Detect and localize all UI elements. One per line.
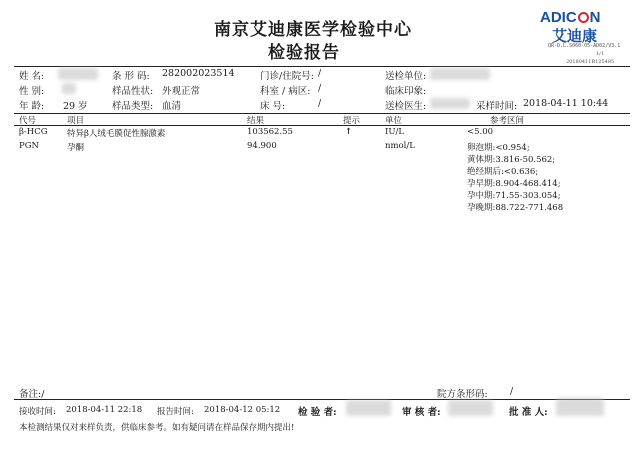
row-unit: IU/L — [385, 127, 405, 137]
page-number: 1/1 — [596, 51, 605, 57]
disclaimer: 本检测结果仅对来样负责，供临床参考。如有疑问请在样品保存期内提出! — [19, 423, 295, 433]
dept-label: 科室 / 病区: — [260, 86, 311, 97]
redacted-gender — [62, 83, 76, 94]
row-code: β-HCG — [19, 127, 48, 137]
hospital-barcode-value: / — [510, 386, 514, 397]
col-header-ref: 参考区间 — [490, 116, 525, 126]
row-result: 94.900 — [247, 141, 277, 151]
row-unit: nmol/L — [385, 141, 415, 151]
clinic-value: / — [318, 68, 322, 79]
collect-time-value: 2018-04-11 10:44 — [523, 98, 609, 109]
sample-type-value: 血清 — [162, 101, 182, 112]
bed-value: / — [318, 98, 322, 109]
sample-state-label: 样品性状: — [112, 86, 154, 97]
send-doctor-label: 送检医生: — [385, 101, 427, 112]
barcode-value: 282002023514 — [162, 68, 235, 79]
row-code: PGN — [19, 141, 39, 151]
approver-label: 批 准 人: — [509, 407, 548, 418]
clinic-label: 门诊/住院号: — [260, 71, 314, 82]
serial-number: 20180411B125485 — [566, 59, 615, 65]
row-ref: <5.00 — [467, 127, 494, 137]
row-item: 孕酮 — [67, 143, 85, 153]
clinical-label: 临床印象: — [385, 86, 427, 97]
doc-code: QR-D.L.S060-05-AD02/V3.1 — [548, 43, 621, 49]
send-unit-label: 送检单位: — [385, 71, 427, 82]
barcode-label: 条 形 码: — [112, 71, 150, 82]
row-result: 103562.55 — [247, 127, 293, 137]
row-ref-line: 绝经期后:<0.636; — [467, 167, 539, 177]
sample-type-label: 样品类型: — [112, 101, 154, 112]
row-ref-line: 孕中期:71.55-303.054; — [467, 191, 561, 201]
col-header-unit: 单位 — [385, 116, 403, 126]
report-title: 检验报告 — [268, 43, 340, 63]
gender-label: 性 别: — [19, 86, 45, 97]
row-ref-line: 卵泡期:<0.954; — [467, 143, 530, 153]
redacted-doctor — [430, 98, 470, 109]
age-label: 年 龄: — [19, 101, 45, 112]
col-header-item: 项目 — [67, 116, 85, 126]
tester-label: 检 验 者: — [298, 407, 337, 418]
hospital-barcode-label: 院方条形码: — [437, 389, 488, 400]
remark: 备注:/ — [19, 389, 45, 400]
brand-text-left: ADIC — [540, 9, 577, 26]
redacted-unit — [430, 68, 490, 80]
row-item: 特异β人绒毛膜促性腺激素 — [67, 129, 166, 139]
lab-name: 南京艾迪康医学检验中心 — [214, 20, 412, 40]
receive-value: 2018-04-11 22:18 — [66, 405, 143, 415]
reviewer-signature — [448, 400, 493, 416]
brand-text-right: N — [589, 9, 601, 26]
sample-state-value: 外观正常 — [162, 86, 201, 97]
high-flag-icon: ↑ — [345, 127, 353, 137]
col-header-result: 结果 — [247, 116, 265, 126]
brand-o-icon — [578, 12, 589, 23]
collect-time-label: 采样时间: — [476, 101, 518, 112]
report-time-value: 2018-04-12 05:12 — [204, 405, 281, 415]
redacted-name — [58, 68, 98, 80]
row-ref-line: 孕早期:8.904-468.414; — [467, 179, 561, 189]
adicon-logo — [540, 9, 632, 45]
table-header-divider — [14, 125, 630, 126]
reviewer-label: 审 核 者: — [402, 407, 441, 418]
bed-label: 床 号: — [260, 101, 286, 112]
name-label: 姓 名: — [19, 71, 45, 82]
receive-label: 接收时间: — [19, 407, 56, 417]
dept-value: / — [318, 83, 322, 94]
info-divider — [14, 113, 630, 114]
brand-cn: 艾迪康 — [552, 27, 598, 45]
col-header-code: 代号 — [19, 116, 37, 126]
header-divider — [14, 66, 630, 67]
report-time-label: 报告时间: — [157, 407, 194, 417]
footer-divider — [14, 399, 630, 400]
tester-signature — [346, 400, 391, 416]
col-header-flag: 提示 — [343, 116, 361, 126]
approver-signature — [556, 398, 604, 416]
row-ref-line: 孕晚期:88.722-771.468 — [467, 203, 564, 213]
age-value: 29 岁 — [63, 101, 88, 112]
row-ref-line: 黄体期:3.816-50.562; — [467, 155, 556, 165]
